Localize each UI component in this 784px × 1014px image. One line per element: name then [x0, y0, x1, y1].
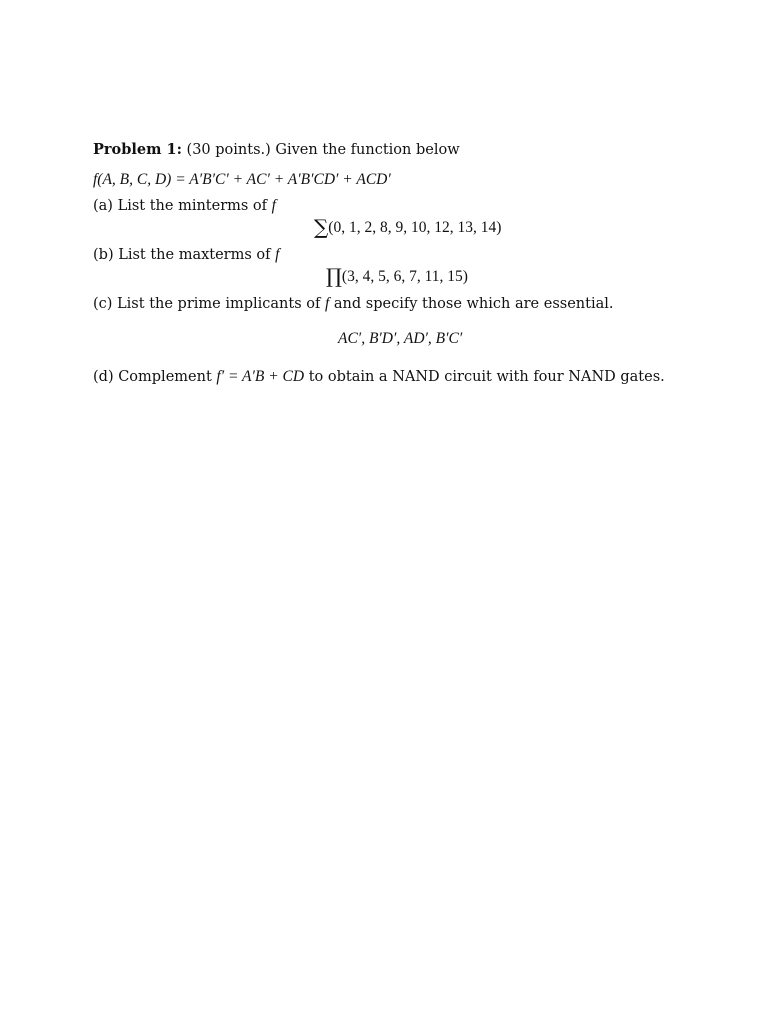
part-c-question-text: (c) List the prime implicants of	[93, 296, 325, 312]
part-b-question-math: f	[275, 246, 280, 263]
problem-header	[93, 141, 460, 159]
part-c-question	[93, 295, 613, 313]
part-c-answer	[338, 330, 462, 348]
minterm-list: (0, 1, 2, 8, 9, 10, 12, 13, 14)	[328, 219, 502, 236]
part-d-question-suffix: to obtain a NAND circuit with four NAND gates.	[304, 369, 665, 385]
part-c-question-math: f	[324, 295, 330, 312]
part-b-question-text: (b) List the maxterms of	[93, 247, 276, 263]
part-d-question	[93, 368, 665, 386]
maxterm-list: (3, 4, 5, 6, 7, 11, 15)	[341, 268, 468, 285]
part-a-question-math: f	[271, 197, 276, 214]
problem-intro: (30 points.) Given the function below	[186, 142, 460, 158]
product-symbol: ∏	[326, 264, 342, 288]
prime-implicant-list: AC′, B′D′, AD′, B′C′	[338, 330, 463, 347]
part-a-answer	[314, 215, 502, 239]
part-a-question	[93, 197, 276, 215]
part-c-question-suffix: and specify those which are essential.	[329, 296, 614, 312]
sum-symbol: ∑	[314, 215, 329, 239]
problem-label: Problem 1:	[93, 141, 182, 158]
part-b-question	[93, 246, 279, 264]
part-b-answer	[326, 264, 468, 288]
function-definition: f(A, B, C, D) = A′B′C′ + AC′ + A′B′CD′ + ACD′	[93, 171, 391, 188]
part-a-question-text: (a) List the minterms of	[93, 198, 272, 214]
part-d-question-math: f′ = A′B + CD	[216, 368, 305, 385]
part-d-question-text: (d) Complement	[93, 369, 217, 385]
